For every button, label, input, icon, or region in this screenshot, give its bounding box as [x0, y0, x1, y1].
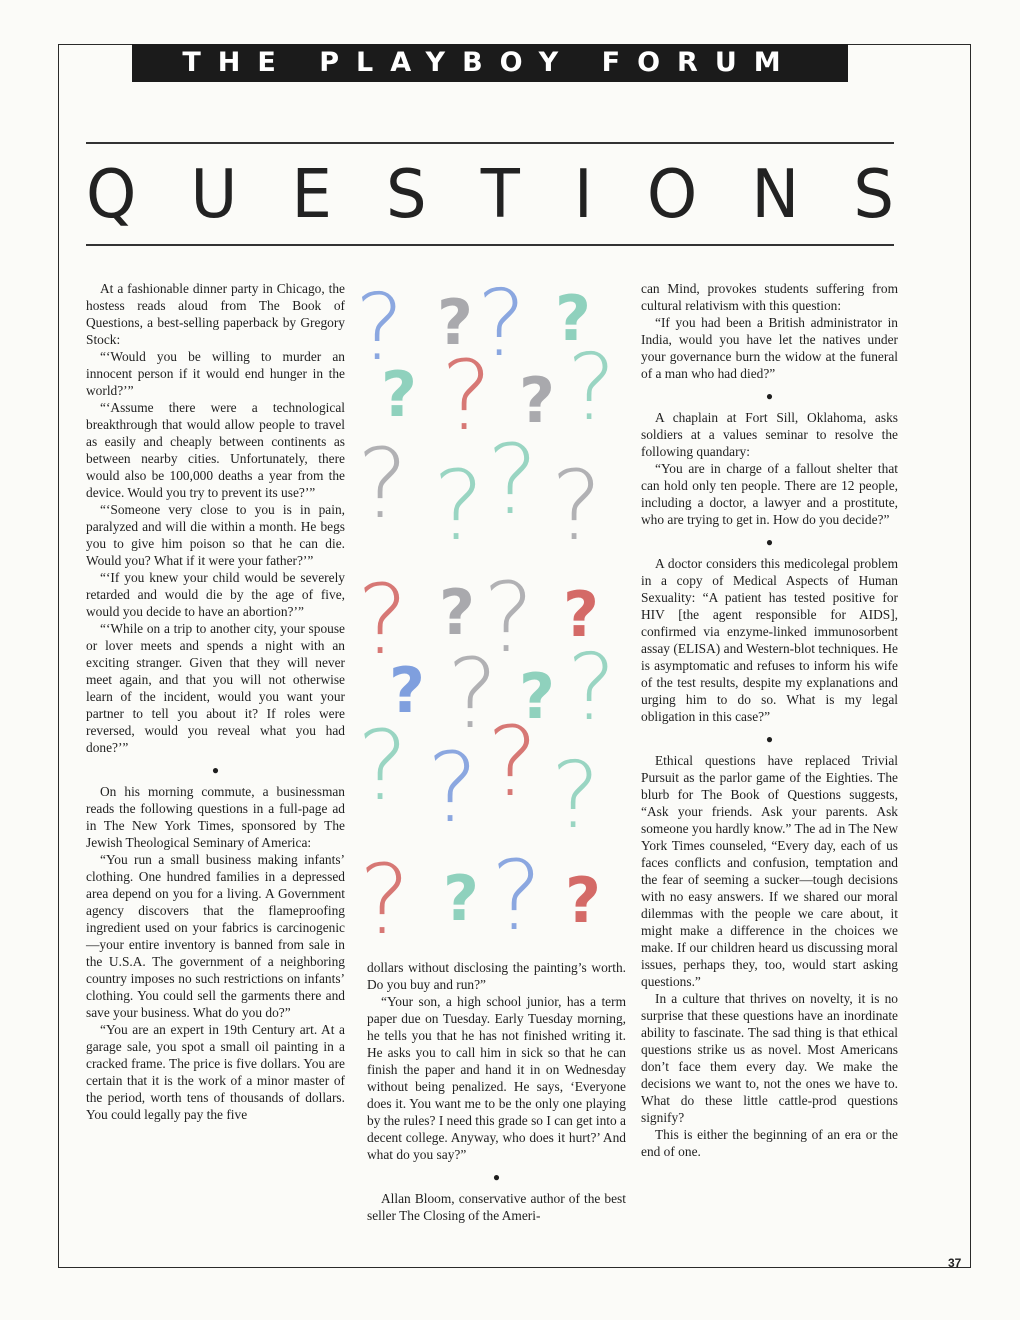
paragraph: “If you had been a British administrator in India, would you have let the natives under your governance burn the widow at the funeral of a man who had died?”	[641, 315, 898, 381]
question-mark: ?	[439, 576, 475, 649]
title-rule-top	[86, 142, 894, 144]
question-mark: ?	[443, 862, 479, 935]
paragraph: In a culture that thrives on novelty, it is no surprise that these questions have an inordinate ability to fascinate. The sad thing is that ethical questions strike us as novel. Most Americans don’t face them every day. We make the decisions we want to, not the ones we have to. What do these little cattle-prod questions signify?	[641, 991, 898, 1125]
article-column-3	[641, 280, 898, 1160]
paragraph: “You are in charge of a fallout shelter that can hold only ten people. There are 12 people, including a doctor, a lawyer and a prostitute, who are trying to get in. How do you decide?”	[641, 461, 898, 527]
title-letter: S	[853, 156, 894, 234]
question-mark: ?	[487, 424, 538, 536]
paragraph: Allan Bloom, conservative author of the best seller The Closing of the Ameri-	[367, 1191, 626, 1223]
page-number: 37	[948, 1256, 962, 1270]
title-letter: O	[646, 156, 698, 234]
paragraph: “‘Someone very close to you is in pain, paralyzed and will die within a month. He begs you to give him poison so that he can die. Would you? What if it were your father?’”	[86, 502, 345, 568]
paragraph: Ethical questions have replaced Trivial Pursuit as the parlor game of the Eighties. The blurb for The Book of Questions suggests, “Ask your friends. Ask your parents. Ask someone you hardly know.” The ad in The New York Times counseled, “Every day, each of us faces conflicts and confusion, temptation and the fear of seeming a sucker—tough decisions with no easy answers. If we shared our moral dilemmas with the people we care about, it might make a difference in the choices we make. If our children heard us discussing moral issues, perhaps they, too, would start asking questions.”	[641, 753, 898, 989]
paragraph: A doctor considers this medicolegal problem in a copy of Medical Aspects of Human Sexuality: “A patient has tested positive for HIV [the agent responsible for AIDS], confirmed via enzyme-linked immunosorbent assay (ELISA) and Western-blot techniques. He is asymptomatic and refuses to inform his wife of the test results, despite my explanations and urging him to do so. What is my legal obligation in this case?”	[641, 556, 898, 724]
question-mark: ?	[567, 634, 616, 741]
paragraph: On his morning commute, a businessman reads the following questions in a full-page ad in The New York Times, sponsored by The Jewish Theological Seminary of America:	[86, 784, 345, 850]
article-column-2	[367, 959, 626, 1224]
paragraph: At a fashionable dinner party in Chicago, the hostess reads aloud from The Book of Questions, a best-selling paperback by Gregory Stock:	[86, 281, 345, 347]
question-mark: ?	[487, 706, 538, 818]
question-mark: ?	[551, 742, 600, 849]
paragraph: “Your son, a high school junior, has a term paper due on Tuesday. Early Tuesday morning, he tells you that he has not finished writing it. He asks you to call him in sick so that he can finish the paper and hand it in on Wednesday without being penalized. He says, ‘Everyone does it. You want me to be the only one playing by the rules? I need this grade so I can get into a decent college. Anyway, who does it hurt?’ And what do you say?”	[367, 994, 626, 1162]
title-letter: S	[385, 156, 427, 234]
question-mark: ?	[551, 450, 602, 562]
paragraph: “‘While on a trip to another city, your spouse or lover meets and spends a night with an exciting stranger. Given that they will never meet again, and that you will not otherwise learn of the incident, would you want your partner to tell you about it? If roles were reversed, would you reveal what you had done?’”	[86, 621, 345, 755]
question-mark: ?	[519, 660, 555, 733]
paragraph: “You are an expert in 19th Century art. At a garage sale, you spot a small oil painting in a cracked frame. The price is five dollars. You are certain that it is the work of a minor master of the period, worth tens of thousands of dollars. You could legally pay the five	[86, 1022, 345, 1122]
paragraph: “‘Assume there were a technological breakthrough that would allow people to travel as easily and cheaply between continents as between nearby cities. Unfortunately, there would also be 100,000 deaths a year from the device. Would you try to prevent its use?’”	[86, 400, 345, 500]
question-mark: ?	[357, 428, 408, 540]
question-mark-illustration	[355, 270, 620, 956]
title-letter: T	[480, 156, 520, 234]
section-bullet: ●	[211, 763, 220, 777]
question-mark: ?	[437, 286, 473, 359]
section-bullet: ●	[765, 732, 774, 746]
section-bullet: ●	[765, 535, 774, 549]
paragraph: dollars without disclosing the painting’s worth. Do you buy and run?”	[367, 960, 626, 992]
question-mark: ?	[359, 844, 410, 956]
paragraph: This is either the beginning of an era or the end of one.	[641, 1127, 898, 1159]
question-mark: ?	[381, 358, 417, 431]
paragraph: can Mind, provokes students suffering from cultural relativism with this question:	[641, 281, 898, 313]
question-mark: ?	[447, 638, 498, 750]
question-mark: ?	[483, 562, 534, 674]
title-letter: N	[751, 156, 800, 234]
title-letter: I	[573, 156, 593, 234]
page-title	[86, 150, 894, 240]
section-bullet: ●	[765, 389, 774, 403]
question-mark: ?	[519, 364, 555, 437]
section-bullet: ●	[492, 1170, 501, 1184]
title-letter: U	[190, 156, 238, 234]
question-mark: ?	[357, 710, 408, 822]
paragraph: “‘If you knew your child would be severely retarded and would die by the age of five, would you decide to have an abortion?’”	[86, 570, 345, 619]
title-letter: E	[291, 156, 332, 234]
title-rule-bottom	[86, 244, 894, 246]
section-banner: THE PLAYBOY FORUM	[132, 44, 848, 82]
paragraph: “‘Would you be willing to murder an innocent person if it would end hunger in the world?’”	[86, 349, 345, 398]
question-mark: ?	[427, 732, 478, 844]
question-mark: ?	[565, 864, 601, 937]
question-mark: ?	[567, 334, 616, 441]
title-letter: Q	[86, 156, 137, 234]
question-mark: ?	[563, 578, 599, 651]
paragraph: “You run a small business making infants’ clothing. One hundred families in a depressed area depend on you for a living. A Government agency discovers that the flameproofing ingredient used on your fabrics is carcinogenic—your entire inventory is banned from sale in the U.S.A. The government of a neighboring country imposes no such restrictions on infants’ clothing. You could sell the garments there and save your business. What do you do?”	[86, 852, 345, 1020]
question-mark: ?	[441, 340, 492, 452]
paragraph: A chaplain at Fort Sill, Oklahoma, asks soldiers at a values seminar to resolve the following quandary:	[641, 410, 898, 459]
question-mark: ?	[491, 840, 542, 952]
question-mark: ?	[477, 270, 526, 377]
question-mark: ?	[389, 654, 425, 727]
question-mark: ?	[355, 274, 404, 381]
question-mark: ?	[357, 564, 408, 676]
question-mark: ?	[433, 450, 484, 562]
question-mark: ?	[555, 282, 591, 355]
article-column-1	[86, 280, 345, 1123]
